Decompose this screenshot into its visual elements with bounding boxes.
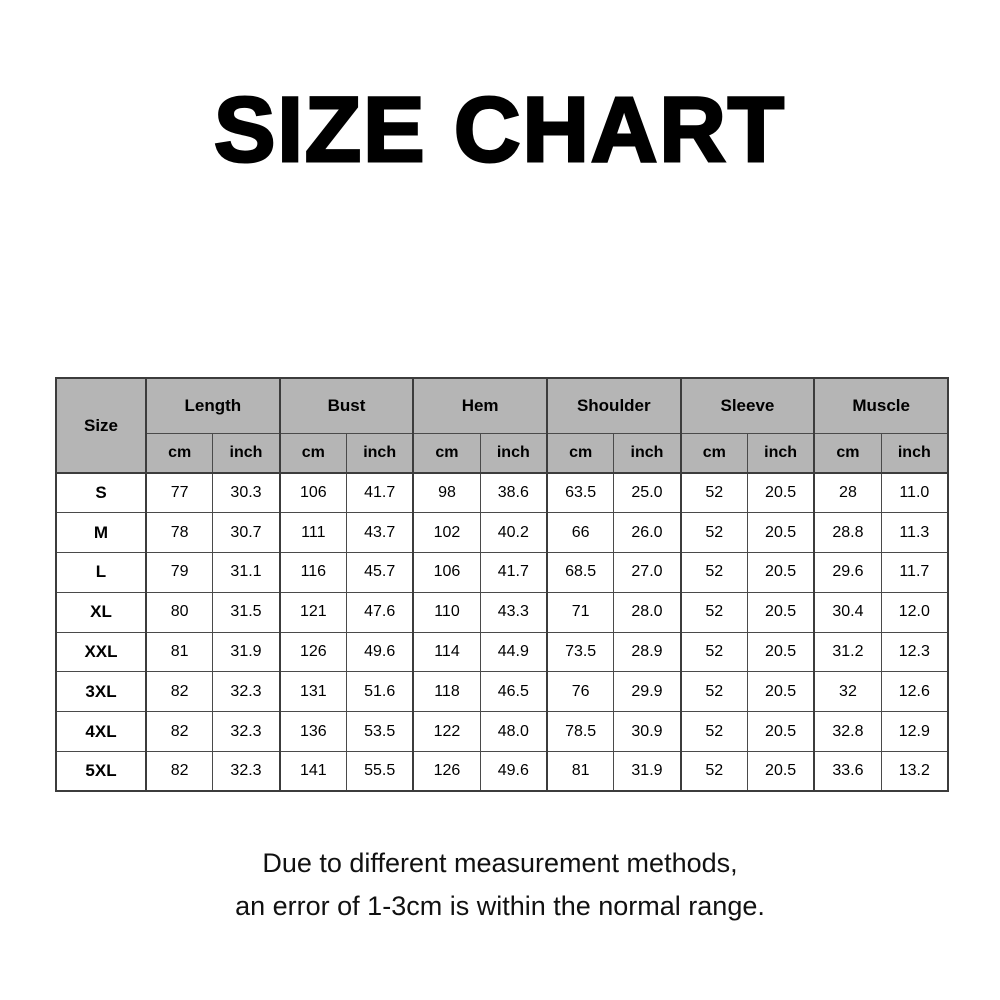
column-header-sleeve: Sleeve [681, 378, 815, 433]
measurement-cell: 41.7 [480, 553, 547, 593]
column-header-size: Size [56, 378, 146, 473]
header-group-row [56, 378, 948, 433]
measurement-cell: 30.4 [814, 592, 881, 632]
measurement-cell: 45.7 [346, 553, 413, 593]
table-row [56, 473, 948, 513]
measurement-cell: 29.6 [814, 553, 881, 593]
measurement-cell: 32.8 [814, 712, 881, 752]
column-header-shoulder: Shoulder [547, 378, 681, 433]
table-row [56, 712, 948, 752]
measurement-cell: 28 [814, 473, 881, 513]
measurement-cell: 106 [280, 473, 347, 513]
measurement-cell: 68.5 [547, 553, 614, 593]
measurement-cell: 28.0 [614, 592, 681, 632]
unit-header-cm: cm [280, 433, 347, 473]
measurement-cell: 11.7 [881, 553, 948, 593]
size-label: L [56, 553, 146, 593]
table-row [56, 592, 948, 632]
measurement-cell: 131 [280, 672, 347, 712]
measurement-cell: 111 [280, 513, 347, 553]
unit-header-inch: inch [480, 433, 547, 473]
measurement-cell: 102 [413, 513, 480, 553]
measurement-cell: 32.3 [213, 752, 280, 792]
measurement-cell: 52 [681, 592, 748, 632]
measurement-cell: 114 [413, 632, 480, 672]
table-row [56, 752, 948, 792]
measurement-cell: 28.9 [614, 632, 681, 672]
measurement-cell: 41.7 [346, 473, 413, 513]
measurement-cell: 20.5 [747, 473, 814, 513]
measurement-cell: 44.9 [480, 632, 547, 672]
footer-note-line2: an error of 1-3cm is within the normal range. [235, 891, 765, 921]
column-header-length: Length [146, 378, 280, 433]
unit-header-inch: inch [747, 433, 814, 473]
size-label: XXL [56, 632, 146, 672]
measurement-cell: 49.6 [480, 752, 547, 792]
measurement-cell: 32.3 [213, 712, 280, 752]
measurement-cell: 55.5 [346, 752, 413, 792]
measurement-cell: 78 [146, 513, 213, 553]
measurement-cell: 122 [413, 712, 480, 752]
measurement-cell: 30.7 [213, 513, 280, 553]
measurement-cell: 106 [413, 553, 480, 593]
measurement-cell: 11.0 [881, 473, 948, 513]
table-header [56, 378, 948, 473]
measurement-cell: 52 [681, 473, 748, 513]
table-row [56, 672, 948, 712]
measurement-cell: 78.5 [547, 712, 614, 752]
measurement-cell: 52 [681, 632, 748, 672]
measurement-cell: 66 [547, 513, 614, 553]
unit-header-inch: inch [213, 433, 280, 473]
measurement-cell: 28.8 [814, 513, 881, 553]
measurement-cell: 30.3 [213, 473, 280, 513]
measurement-cell: 52 [681, 553, 748, 593]
column-header-muscle: Muscle [814, 378, 948, 433]
measurement-cell: 118 [413, 672, 480, 712]
size-table-body [56, 473, 948, 791]
unit-header-cm: cm [681, 433, 748, 473]
measurement-cell: 141 [280, 752, 347, 792]
measurement-cell: 12.9 [881, 712, 948, 752]
measurement-cell: 20.5 [747, 553, 814, 593]
measurement-cell: 11.3 [881, 513, 948, 553]
measurement-cell: 43.7 [346, 513, 413, 553]
measurement-cell: 31.9 [614, 752, 681, 792]
unit-header-cm: cm [814, 433, 881, 473]
measurement-cell: 46.5 [480, 672, 547, 712]
measurement-cell: 20.5 [747, 672, 814, 712]
unit-header-inch: inch [614, 433, 681, 473]
page-title: SIZE CHART [214, 79, 786, 181]
footer-note-line1: Due to different measurement methods, [262, 848, 738, 878]
measurement-cell: 81 [547, 752, 614, 792]
footer-note [0, 842, 1000, 928]
measurement-cell: 110 [413, 592, 480, 632]
measurement-cell: 29.9 [614, 672, 681, 712]
size-label: XL [56, 592, 146, 632]
measurement-cell: 73.5 [547, 632, 614, 672]
table-row [56, 553, 948, 593]
measurement-cell: 98 [413, 473, 480, 513]
measurement-cell: 20.5 [747, 513, 814, 553]
unit-header-cm: cm [413, 433, 480, 473]
measurement-cell: 77 [146, 473, 213, 513]
measurement-cell: 26.0 [614, 513, 681, 553]
measurement-cell: 20.5 [747, 592, 814, 632]
size-label: S [56, 473, 146, 513]
measurement-cell: 82 [146, 672, 213, 712]
measurement-cell: 76 [547, 672, 614, 712]
size-label: M [56, 513, 146, 553]
measurement-cell: 47.6 [346, 592, 413, 632]
column-header-hem: Hem [413, 378, 547, 433]
unit-header-cm: cm [146, 433, 213, 473]
measurement-cell: 12.3 [881, 632, 948, 672]
measurement-cell: 52 [681, 752, 748, 792]
measurement-cell: 38.6 [480, 473, 547, 513]
measurement-cell: 20.5 [747, 712, 814, 752]
header-unit-row [56, 433, 948, 473]
measurement-cell: 31.9 [213, 632, 280, 672]
measurement-cell: 71 [547, 592, 614, 632]
measurement-cell: 48.0 [480, 712, 547, 752]
size-label: 5XL [56, 752, 146, 792]
measurement-cell: 121 [280, 592, 347, 632]
measurement-cell: 12.6 [881, 672, 948, 712]
measurement-cell: 27.0 [614, 553, 681, 593]
measurement-cell: 12.0 [881, 592, 948, 632]
measurement-cell: 40.2 [480, 513, 547, 553]
measurement-cell: 13.2 [881, 752, 948, 792]
measurement-cell: 20.5 [747, 752, 814, 792]
measurement-cell: 32 [814, 672, 881, 712]
size-label: 3XL [56, 672, 146, 712]
measurement-cell: 31.2 [814, 632, 881, 672]
measurement-cell: 20.5 [747, 632, 814, 672]
measurement-cell: 31.5 [213, 592, 280, 632]
measurement-cell: 82 [146, 712, 213, 752]
measurement-cell: 80 [146, 592, 213, 632]
unit-header-inch: inch [346, 433, 413, 473]
measurement-cell: 81 [146, 632, 213, 672]
measurement-cell: 32.3 [213, 672, 280, 712]
table-row [56, 513, 948, 553]
measurement-cell: 31.1 [213, 553, 280, 593]
measurement-cell: 63.5 [547, 473, 614, 513]
measurement-cell: 116 [280, 553, 347, 593]
measurement-cell: 82 [146, 752, 213, 792]
measurement-cell: 136 [280, 712, 347, 752]
table-row [56, 632, 948, 672]
measurement-cell: 51.6 [346, 672, 413, 712]
size-chart-table [55, 377, 949, 792]
column-header-bust: Bust [280, 378, 414, 433]
measurement-cell: 33.6 [814, 752, 881, 792]
unit-header-inch: inch [881, 433, 948, 473]
measurement-cell: 49.6 [346, 632, 413, 672]
unit-header-cm: cm [547, 433, 614, 473]
measurement-cell: 43.3 [480, 592, 547, 632]
measurement-cell: 52 [681, 672, 748, 712]
measurement-cell: 52 [681, 513, 748, 553]
measurement-cell: 30.9 [614, 712, 681, 752]
size-label: 4XL [56, 712, 146, 752]
measurement-cell: 126 [280, 632, 347, 672]
measurement-cell: 53.5 [346, 712, 413, 752]
measurement-cell: 126 [413, 752, 480, 792]
measurement-cell: 52 [681, 712, 748, 752]
measurement-cell: 79 [146, 553, 213, 593]
measurement-cell: 25.0 [614, 473, 681, 513]
